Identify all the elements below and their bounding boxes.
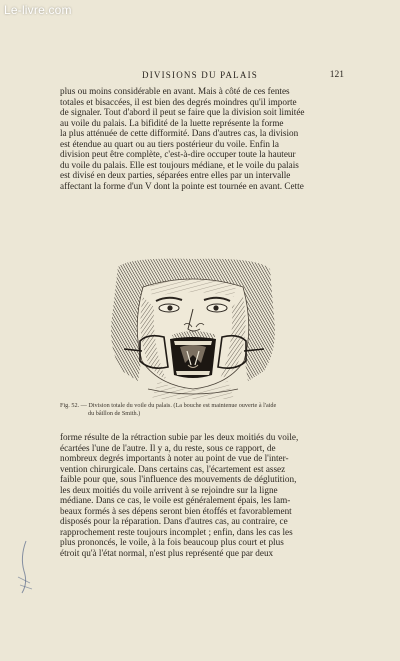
- text-line: forme résulte de la rétraction subie par les deux moitiés du voile,: [60, 432, 299, 442]
- running-header: [0, 70, 400, 84]
- page-number: 121: [329, 70, 344, 80]
- text-line: la plus atténuée de cette difformité. Dans d'autres cas, la division: [60, 128, 299, 139]
- header-title: DIVISIONS DU PALAIS: [142, 70, 258, 80]
- text-line: de signaler. Tout d'abord il peut se faire que la division soit limitée: [60, 107, 305, 118]
- text-line: plus prononcés, le voile, à la fois beaucoup plus court et plus: [60, 537, 284, 548]
- text-line: plus ou moins considérable en avant. Mais à côté de ces fentes: [60, 86, 290, 96]
- text-line: du voile du palais. Elle est toujours médiane, et le voile du palais: [60, 159, 299, 170]
- figure-engraving-face: [88, 257, 298, 399]
- text-line: vention chirurgicale. Dans certains cas, l'écartement est assez: [60, 463, 286, 474]
- text-line: rapprochement reste toujours incomplet ; enfin, dans les cas les: [60, 526, 293, 537]
- text-line: faible pour que, sous l'influence des mouvements de déglutition,: [60, 474, 297, 485]
- caption-line: du bâillon de Smith.): [88, 410, 141, 417]
- text-line: beaux formés à ses dépens seront bien étoffés et favorablement: [60, 505, 292, 516]
- text-line: est étendue au quart ou au tiers postérieur du voile. Enfin la: [60, 138, 279, 149]
- text-line: étroit qu'à l'état normal, n'est plus représenté que par deux: [60, 548, 274, 559]
- text-line: écartées l'une de l'autre. Il y a, du reste, sous ce rapport, de: [60, 442, 276, 453]
- text-line: nombreux degrés importants à noter au point de vue de l'inter-: [60, 453, 289, 464]
- text-line: médiane. Dans ce cas, le voile est généralement épais, les lam-: [60, 495, 291, 506]
- watermark-label: Le-livre.com: [4, 3, 72, 17]
- text-line: est divisé en deux parties, séparées entre elles par un intervalle: [60, 170, 291, 181]
- paragraph-bottom: [60, 432, 353, 559]
- face-engraving-illustration: [88, 257, 298, 399]
- text-line: disposés pour la réparation. Dans d'autres cas, au contraire, ce: [60, 516, 288, 527]
- text-line: les deux moitiés du voile arrivent à se rejoindre sur la ligne: [60, 484, 278, 495]
- caption-line: Fig. 52. — Division totale du voile du palais. (La bouche est maintenue ouverte à l'aide: [60, 402, 277, 409]
- text-line: au voile du palais. La bifidité de la luette représente la forme: [60, 117, 284, 128]
- pencil-annotation-marks: [12, 537, 42, 597]
- text-line: affectant la forme d'un V dont la pointe est tournée en avant. Cette: [60, 180, 304, 191]
- paragraph-top: [60, 86, 353, 191]
- text-line: division peut être complète, c'est-à-dire occuper toute la hauteur: [60, 149, 296, 160]
- figure-caption: [60, 402, 353, 418]
- text-line: totales et bisaccées, il est bien des degrés moindres qu'il importe: [60, 96, 297, 107]
